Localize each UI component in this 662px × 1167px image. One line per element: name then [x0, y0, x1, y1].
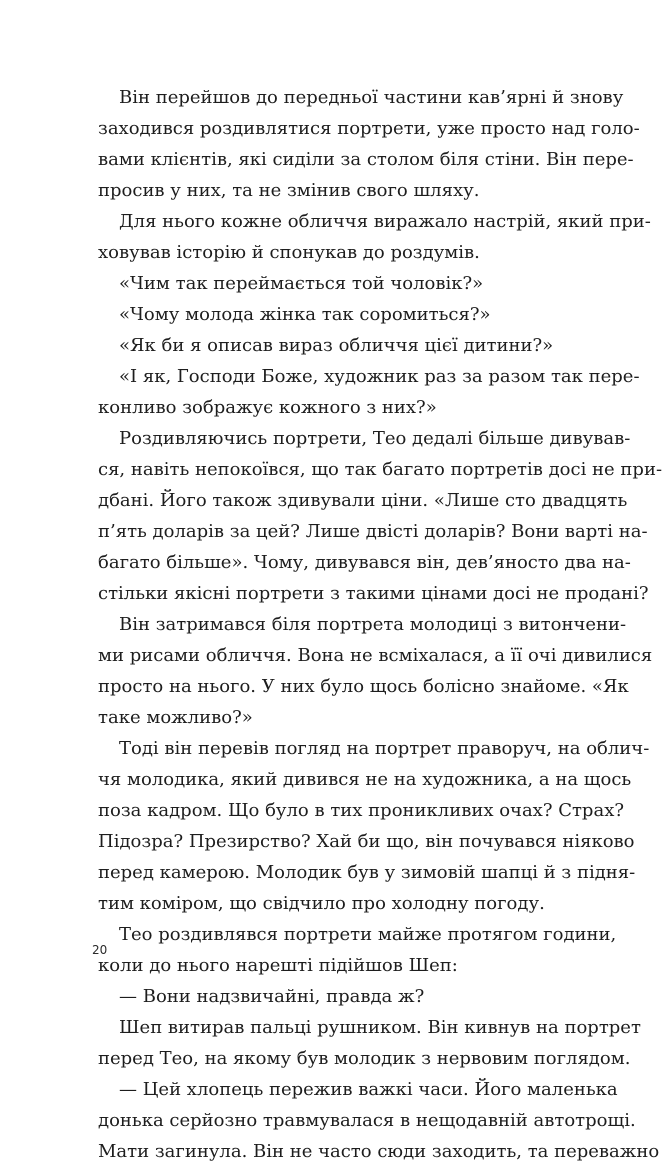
text-line: — Цей хлопець пережив важкі часи. Його маленька [119, 1079, 618, 1100]
text-line: «Чим так переймається той чоловік?» [119, 273, 484, 294]
text-line: «Чому молода жінка так соромиться?» [119, 304, 491, 325]
text-line: чя молодика, який дивився не на художника, а на щось [98, 769, 632, 790]
text-line: перед Тео, на якому був молодик з нервовим поглядом. [98, 1048, 631, 1069]
text-line: дбані. Його також здивували ціни. «Лише сто двадцять [98, 490, 628, 511]
text-line: поза кадром. Що було в тих проникливих очах? Страх? [98, 800, 624, 821]
text-line: просто на нього. У них було щось болісно знайоме. «Як [98, 676, 629, 697]
text-line: вами клієнтів, які сиділи за столом біля стіни. Він пере- [98, 149, 634, 170]
text-line: коли до нього нарешті підійшов Шеп: [98, 955, 458, 976]
text-line: тим коміром, що свідчило про холодну погоду. [98, 893, 545, 914]
text-line: заходився роздивлятися портрети, уже просто над голо- [98, 118, 640, 139]
text-line: ся, навіть непокоївся, що так багато портретів досі не при- [98, 459, 662, 480]
text-line: Шеп витирав пальці рушником. Він кивнув на портрет [119, 1017, 641, 1038]
text-line: Він затримався біля портрета молодиці з витончени- [119, 614, 627, 635]
text-line: Для нього кожне обличчя виражало настрій, який при- [119, 211, 651, 232]
text-line: Тоді він перевів погляд на портрет праворуч, на облич- [119, 738, 650, 759]
body-text [98, 82, 662, 1167]
text-line: Роздивляючись портрети, Тео дедалі більше дивував- [119, 428, 631, 449]
text-line: Підозра? Презирство? Хай би що, він почувався ніяково [98, 831, 635, 852]
text-line: «Як би я описав вираз обличчя цієї дитини?» [119, 335, 554, 356]
text-line: конливо зображує кожного з них?» [98, 397, 437, 418]
text-line: Він перейшов до передньої частини кав’ярні й знову [119, 87, 624, 108]
text-line: — Вони надзвичайні, правда ж? [119, 986, 425, 1007]
page-number: 20 [92, 943, 108, 957]
text-line: «І як, Господи Боже, художник раз за разом так пере- [119, 366, 640, 387]
text-line: Тео роздивлявся портрети майже протягом години, [119, 924, 617, 945]
text-line: просив у них, та не змінив свого шляху. [98, 180, 480, 201]
text-line: ми рисами обличчя. Вона не всміхалася, а її очі дивилися [98, 645, 653, 666]
text-line: перед камерою. Молодик був у зимовій шапці й з підня- [98, 862, 636, 883]
text-line: Мати загинула. Він не часто сюди заходить, та переважно [98, 1141, 660, 1162]
text-line: багато більше». Чому, дивувався він, дев’яносто два на- [98, 552, 631, 573]
text-line: стільки якісні портрети з такими цінами досі не продані? [98, 583, 649, 604]
text-line: донька серйозно травмувалася в нещодавній автотрощі. [98, 1110, 636, 1131]
text-line: таке можливо?» [98, 707, 253, 728]
text-line: ховував історію й спонукав до роздумів. [98, 242, 480, 263]
text-line: п’ять доларів за цей? Лише двісті доларів? Вони варті на- [98, 521, 648, 542]
